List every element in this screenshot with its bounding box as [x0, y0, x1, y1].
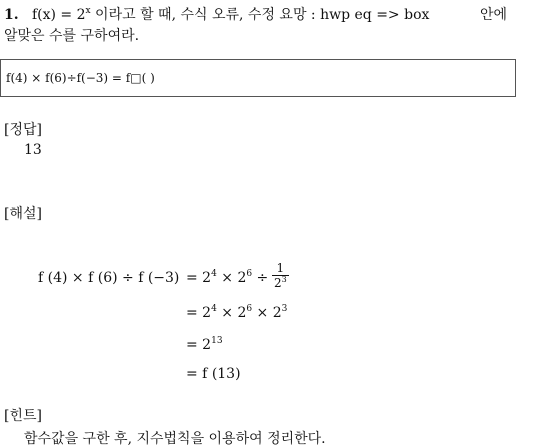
- row3-term-a: = 2: [186, 337, 212, 353]
- solution-row-2: [186, 305, 287, 321]
- problem-line-1-tail: 안에: [480, 7, 508, 23]
- solution-row-1: [186, 270, 268, 286]
- hint-text: 함수값을 구한 후, 지수법칙을 이용하여 정리한다.: [24, 431, 326, 447]
- solution-fraction: [272, 261, 289, 292]
- question-expression: f(4) × f(6)÷f(−3) = f□( ): [6, 71, 155, 85]
- row2-exp-b: 6: [246, 304, 253, 314]
- row1-exp-b: 6: [246, 269, 253, 279]
- row1-term-a: = 2: [186, 270, 212, 286]
- row2-exp-c: 3: [281, 304, 288, 314]
- problem-exponent: x: [85, 6, 91, 16]
- problem-function-def: f(x) = 2: [31, 7, 86, 23]
- problem-line-1: [4, 4, 429, 24]
- answer-label: [정답]: [4, 122, 42, 138]
- problem-text: 이라고 할 때, 수식 오류, 수정 요망 : hwp eq => box: [90, 7, 430, 23]
- fraction-numerator: 1: [272, 261, 289, 276]
- problem-number: 1.: [4, 7, 19, 23]
- row2-term-a: = 2: [186, 305, 212, 321]
- solution-row-3: [186, 337, 223, 353]
- row2-term-b: × 2: [216, 305, 247, 321]
- problem-line-2: 알맞은 수를 구하여라.: [4, 28, 140, 44]
- row1-term-c: ÷: [252, 270, 269, 286]
- answer-value: 13: [24, 142, 42, 158]
- row2-term-c: × 2: [252, 305, 282, 321]
- hint-label: [힌트]: [4, 408, 42, 424]
- row3-exp-a: 13: [211, 336, 223, 346]
- solution-lhs: f (4) × f (6) ÷ f (−3): [38, 270, 180, 286]
- solution-row-4: = f (13): [186, 366, 241, 382]
- row2-exp-a: 4: [211, 304, 217, 314]
- fraction-denominator-exp: 3: [281, 275, 287, 284]
- row1-term-b: × 2: [216, 270, 247, 286]
- solution-label: [해설]: [4, 206, 42, 222]
- fraction-denominator: [272, 276, 289, 292]
- fraction-denominator-base: 2: [274, 276, 282, 290]
- row1-exp-a: 4: [211, 269, 217, 279]
